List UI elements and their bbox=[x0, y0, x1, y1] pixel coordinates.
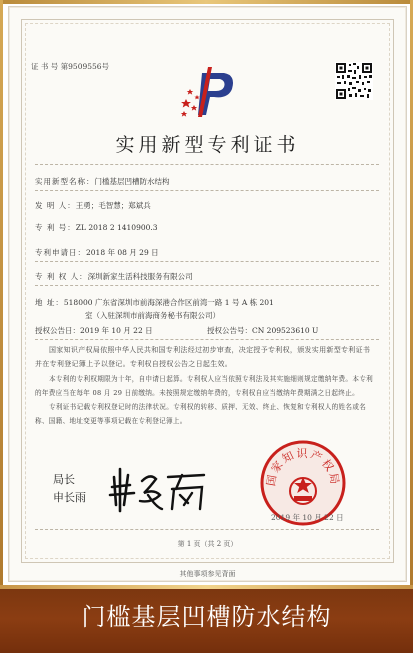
field-patent-number bbox=[35, 222, 158, 233]
footer-note: 其他事项参见背面 bbox=[179, 570, 236, 578]
gold-border-left bbox=[0, 0, 3, 585]
patent-certificate bbox=[8, 6, 407, 582]
seal-text: 国家知识产权局 bbox=[264, 447, 342, 488]
certificate-number: 证 书 号 第9509556号 bbox=[31, 62, 110, 71]
paragraph-legal-status: 专利证书记载专利权登记时的法律状况。专利权的转移、质押、无效、终止、恢复和专利权人的姓名或名称、国籍、地址变更等事项记载在专利登记簿上。 bbox=[35, 403, 367, 425]
field-label: 发 明 人： bbox=[35, 201, 76, 210]
field-label: 专 利 号： bbox=[35, 223, 76, 232]
patent-office-logo-icon bbox=[180, 63, 238, 119]
grant-number: 授权公告号：CN 209523610 U bbox=[207, 326, 319, 335]
grant-date: 授权公告日：2019 年 10 月 22 日 bbox=[35, 326, 153, 335]
paragraph-term: 本专利的专利权期限为十年，自申请日起算。专利权人应当依照专利法及其实施细则规定缴纳年费。本专利的年费应当在每年 08 月 29 日前缴纳。未按照规定缴纳年费的，专利权自应当缴纳年费期满之日起终止。 bbox=[35, 375, 374, 397]
field-value: ZL 2018 2 1410900.3 bbox=[75, 223, 158, 232]
seal-date: 2019 年 10 月 22 日 bbox=[271, 513, 344, 522]
field-inventor bbox=[35, 200, 151, 211]
address-line-2: 室（入驻深圳市前海商务秘书有限公司） bbox=[85, 311, 220, 320]
field-label: 实用新型名称： bbox=[35, 177, 95, 186]
field-value: 2018 年 08 月 29 日 bbox=[86, 248, 159, 257]
field-label: 地 址： bbox=[35, 298, 64, 307]
director-name: 申长雨 bbox=[53, 491, 86, 504]
field-utility-name bbox=[35, 176, 170, 187]
field-application-date bbox=[35, 247, 159, 258]
certificate-title: 实用新型专利证书 bbox=[115, 134, 300, 156]
qr-code-icon bbox=[335, 62, 373, 100]
gold-border-top bbox=[0, 0, 413, 4]
director-signature bbox=[104, 465, 214, 515]
director-title: 局长 bbox=[53, 473, 75, 486]
divider bbox=[35, 261, 379, 262]
divider bbox=[35, 339, 379, 340]
field-value: 王勇；毛智慧；郑斌兵 bbox=[75, 201, 151, 210]
field-address bbox=[35, 297, 274, 308]
field-value: 深圳新家生活科技服务有限公司 bbox=[87, 272, 193, 281]
page-number: 第 1 页（共 2 页） bbox=[177, 540, 238, 548]
divider bbox=[35, 285, 379, 286]
address-line-1: 518000 广东省深圳市前海深港合作区前湾一路 1 号 A 栋 201 bbox=[63, 298, 274, 307]
field-patentee bbox=[35, 271, 193, 282]
divider bbox=[35, 190, 379, 191]
caption-text: 门槛基层凹槽防水结构 bbox=[81, 603, 332, 631]
paragraph-grant: 国家知识产权局依照中华人民共和国专利法经过初步审查，决定授予专利权，颁发实用新型专利证书并在专利登记簿上予以登记。专利权自授权公告之日起生效。 bbox=[35, 346, 371, 368]
divider bbox=[35, 164, 379, 165]
field-label: 专利申请日： bbox=[35, 248, 86, 257]
field-label: 专 利 权 人： bbox=[35, 272, 88, 281]
caption-banner bbox=[0, 585, 413, 653]
divider bbox=[35, 529, 379, 530]
field-value: 门槛基层凹槽防水结构 bbox=[94, 177, 170, 186]
